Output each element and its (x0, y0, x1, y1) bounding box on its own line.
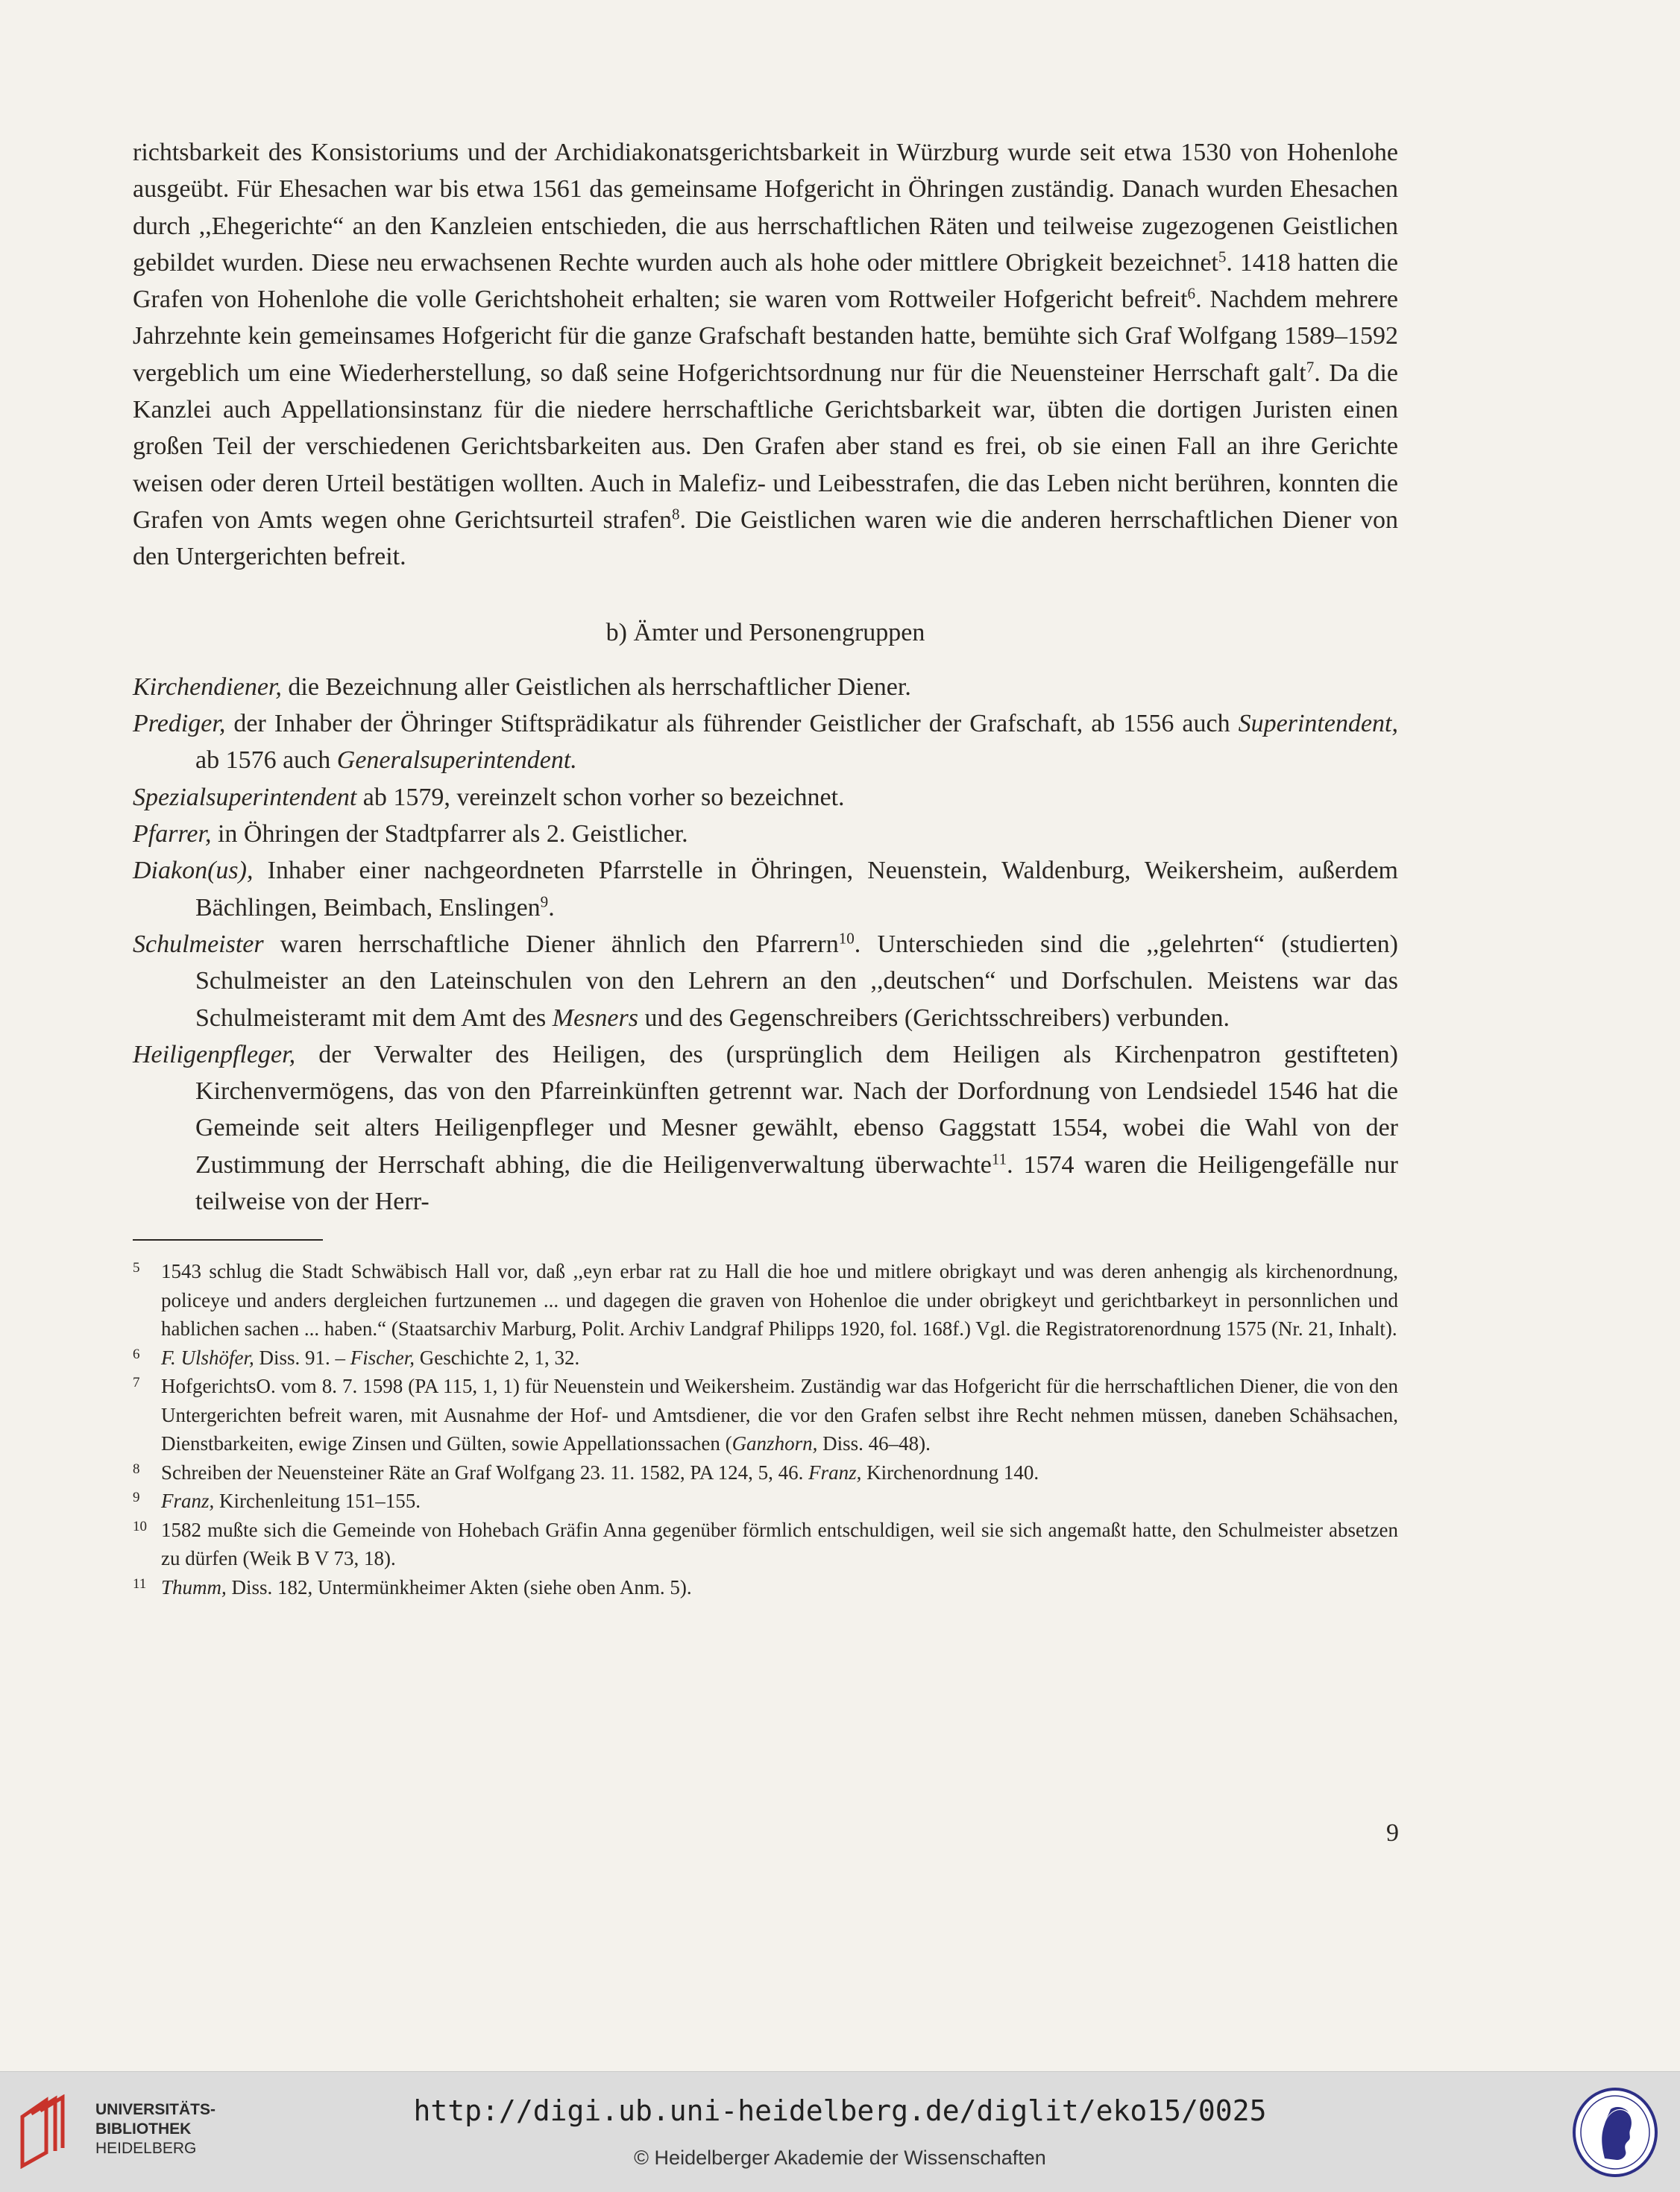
library-name: UNIVERSITÄTS- BIBLIOTHEK HEIDELBERG (95, 2101, 216, 2157)
footnotes (133, 1257, 1398, 1602)
footnote-9: 9 Franz, Kirchenleitung 151–155. (133, 1490, 421, 1513)
footnote-5: 5 1543 schlug die Stadt Schwäbisch Hall vor, daß ,,eyn erbar rat zu Hall die hoe und mitlere obrigkayt und was deren anhengig als kirchenordnung, policeye und anders dergleichen furtzunemen ... und dagegen die graven von Hohenloe die under obrigkeyt und gerichtbarkeyt in personnlichen und hablichen sachen ... haben.“ (Staatsarchiv Marburg, Polit. Archiv Landgraf Philipps 1920, fol. 168f.) Vgl. die Registratorenordnung 1575 (Nr. 21, Inhalt). (133, 1260, 1398, 1341)
footnote-ref-9[interactable]: 9 (540, 892, 549, 911)
entry-term: Spezialsuperintendent (133, 783, 357, 811)
footnote-ref-7[interactable]: 7 (1306, 358, 1315, 377)
entry-prediger: Prediger, der Inhaber der Öhringer Stiftsprädikatur als führender Geistlicher der Grafschaft, ab 1556 auch Superintendent, ab 1576 auch Generalsuperintendent. (133, 710, 1398, 775)
entry-term: Schulmeister (133, 930, 264, 958)
section-heading: b) Ämter und Personengruppen (605, 618, 925, 646)
footnote-ref-5[interactable]: 5 (1218, 248, 1227, 266)
entry-term: Kirchendiener, (133, 673, 282, 701)
permalink-url[interactable]: http://digi.ub.uni-heidelberg.de/diglit/eko15/0025 (413, 2094, 1267, 2127)
entry-spezialsuperintendent: Spezialsuperintendent ab 1579, vereinzelt schon vorher so bezeichnet. (133, 783, 845, 811)
footnote-10: 10 1582 mußte sich die Gemeinde von Hohebach Gräfin Anna gegenüber förmlich entschuldigen, weil sie sich angemaßt hatte, den Schulmeister absetzen zu dürfen (Weik B V 73, 18). (133, 1518, 1398, 1570)
viewer-footer (0, 2071, 1680, 2192)
main-text (133, 134, 1398, 1602)
page-number: 9 (1386, 1819, 1399, 1847)
footnote-ref-8[interactable]: 8 (671, 505, 680, 523)
copyright-notice: © Heidelberger Akademie der Wissenschaften (634, 2147, 1046, 2169)
entry-term: Pfarrer, (133, 820, 212, 848)
entry-term: Heiligenpfleger, (133, 1040, 296, 1068)
entry-diakon: Diakon(us), Inhaber einer nachgeordneten Pfarrstelle in Öhringen, Neuenstein, Waldenburg, Weikersheim, außerdem Bächlingen, Beimbach, Enslingen$^9$. (133, 857, 1398, 922)
footnote-7: 7 HofgerichtsO. vom 8. 7. 1598 (PA 115, 1, 1) für Neuenstein und Weikersheim. Zuständig war das Hofgericht für die herrschaftlichen Diener, die von den Untergerichten befreit waren, mit Ausnahme der Hof- und Amtsdiener, die vor den Grafen selbst ihre Recht nehmen müssen, daneben Schähsachen, Dienstbarkeiten, ewige Zinsen und Gülten, sowie Appellationssachen (Ganzhorn, Diss. 46–48). (133, 1375, 1398, 1455)
paragraph-jurisdiction: richtsbarkeit des Konsistoriums und der Archidiakonatsgerichtsbarkeit in Würzburg wurde seit etwa 1530 von Hohenlohe ausgeübt. Für Ehesachen war bis etwa 1561 das gemeinsame Hofgericht in Öhringen zuständig. Danach wurden Ehesachen durch ,,Ehegerichte“ an den Kanzleien entschieden, die aus herrschaftlichen Räten und teilweise zugezogenen Geistlichen gebildet wurden. Diese neu erwachsenen Rechte wurden auch als hohe oder mittlere Obrigkeit bezeichnet$^5$. 1418 hatten die Grafen von Hohenlohe die volle Gerichtshoheit erhalten; sie waren vom Rottweiler Hofgericht befreit$^6$. Nachdem mehrere Jahrzehnte kein gemeinsames Hofgericht für die ganze Grafschaft bestanden hatte, bemühte sich Graf Wolfgang 1589–1592 vergeblich um eine Wiederherstellung, so daß seine Hofgerichtsordnung nur für die Neuensteiner Herrschaft galt$^7$. Da die Kanzlei auch Appellationsinstanz für die niedere herrschaftliche Gerichtsbarkeit war, übten die dortigen Juristen einen großen Teil der verschiedenen Gerichtsbarkeiten aus. Den Grafen aber stand es frei, ob sie einen Fall an ihre Gerichte weisen oder deren Urteil bestätigen wollten. Auch in Malefiz- und Leibesstrafen, die das Leben nicht berühren, konnten die Grafen von Amts wegen ohne Gerichtsurteil strafen$^8$. Die Geistlichen waren wie die anderen herrschaftlichen Diener von den Untergerichten befreit. (133, 139, 1398, 571)
footnote-11: 11 Thumm, Diss. 182, Untermünkheimer Akten (siehe oben Anm. 5). (133, 1575, 692, 1599)
entry-term: Diakon(us), (133, 857, 254, 885)
footnote-6: 6 F. Ulshöfer, Diss. 91. – Fischer, Geschichte 2, 1, 32. (133, 1346, 580, 1369)
academy-seal-icon[interactable] (1572, 2087, 1658, 2178)
entry-schulmeister: Schulmeister waren herrschaftliche Diener ähnlich den Pfarrern$^{10}$. Unterschieden sind die ,,gelehrten“ (studierten) Schulmeister an den Lateinschulen von den Lehrern an den ,,deutschen“ und Dorfschulen. Meistens war das Schulmeisteramt mit dem Amt des Mesners und des Gegenschreibers (Gerichtsschreibers) verbunden. (133, 929, 1398, 1032)
footnote-divider (133, 1239, 323, 1241)
footnote-ref-6[interactable]: 6 (1187, 284, 1196, 303)
footnote-8: 8 Schreiben der Neuensteiner Räte an Graf Wolfgang 23. 11. 1582, PA 124, 5, 46. Franz, Kirchenordnung 140. (133, 1461, 1039, 1484)
entry-heiligenpfleger: Heiligenpfleger, der Verwalter des Heiligen, des (ursprünglich dem Heiligen als Kirchenpatron gestifteten) Kirchenvermögens, das von den Pfarreinkünften getrennt war. Nach der Dorfordnung von Lendsiedel 1546 hat die Gemeinde seit alters Heiligenpfleger und Mesner gewählt, ebenso Gaggstatt 1554, wobei die Wahl von der Zustimmung der Herrschaft abhing, die die Heiligenverwaltung überwachte$^{11}$. 1574 waren die Heiligengefälle nur teilweise von der Herr- (133, 1040, 1398, 1216)
footnote-ref-11[interactable]: 11 (991, 1150, 1007, 1168)
entry-kirchendiener: Kirchendiener, die Bezeichnung aller Geistlichen als herrschaftlicher Diener. (133, 673, 911, 701)
entry-pfarrer: Pfarrer, in Öhringen der Stadtpfarrer als 2. Geistlicher. (133, 820, 688, 848)
footnote-ref-10[interactable]: 10 (838, 929, 855, 948)
entry-term: Prediger, (133, 710, 226, 738)
